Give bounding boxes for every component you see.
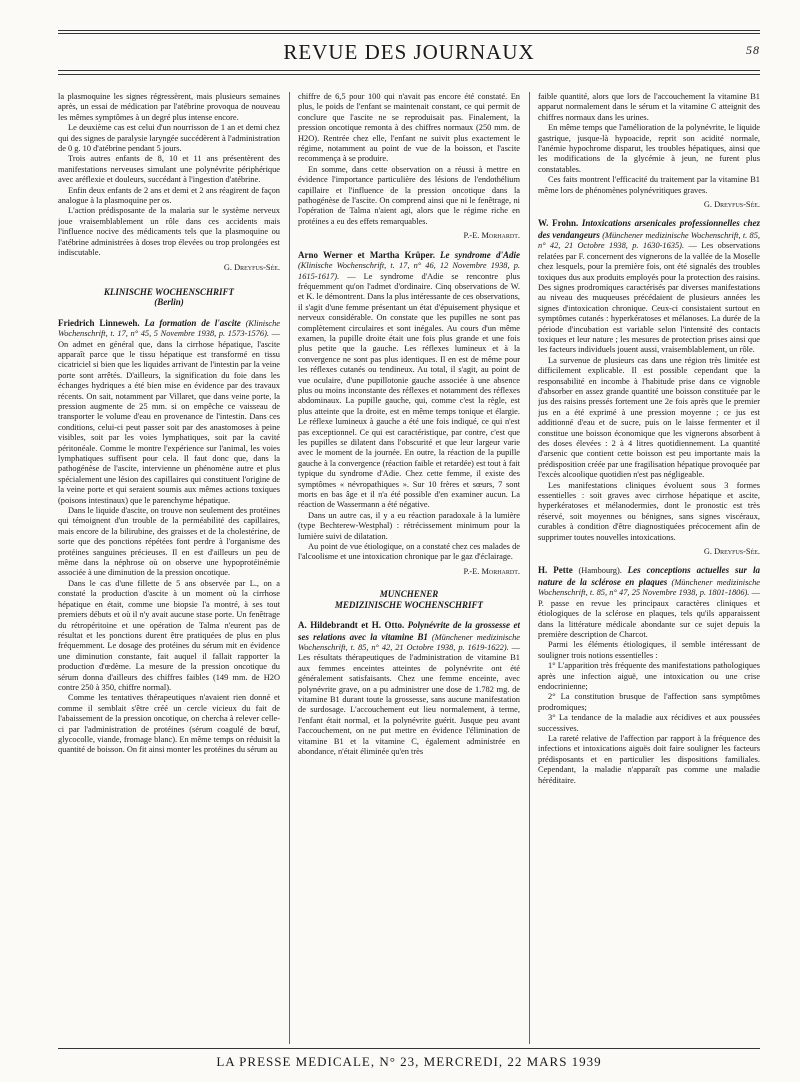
footer-rule	[58, 1048, 760, 1049]
article-title: Polynévrite de la grossesse et ses relations avec la vitamine B1	[298, 620, 520, 642]
signature: P.-E. Morhardt.	[463, 231, 520, 241]
article-body: — Les observations relatées par F. concernent des vignerons de la vallée de la Moselle chez lesquels, pour la première fois, ont été signalés des troubles toxiques dus aux produits employés pour la protection des raisins. Des signes prodromiques caractérisés par diverses manifestations au niveau des muqueuses précédaient de plusieurs années les signes d'intoxication chronique. Ceux-ci consistaient surtout en symptômes cutanés : hyperkératoses et mélanoses. La durée de la période d'incubation est variable selon l'intensité des contacts toxiques et leur nature ; les mesures de protection prises ainsi que les facteurs individuels jouent aussi, vraisemblablement, un rôle.	[538, 241, 760, 355]
paragraph: la plasmoquine les signes régressèrent, mais plusieurs semaines après, un essai de médication par l'atébrine provoqua de nouveau les mêmes symptômes à un degré plus intense encore.	[58, 92, 280, 122]
article-body: — Les résultats thérapeutiques de l'administration de vitamine B1 aux femmes enceintes atteintes de polynévrite ont été généralement satisfaisants. Chez une femme enceinte, avec polynévrite grave, on a pu administrer une dose de 1.782 mg. de vitamine B1 durant toute la grossesse, sans aucune manifestation de surdosage. L'accouchement eut lieu normalement, à terme, l'enfant était normal, et la polynévrite guérit. Jusque peu avant l'accouchement, on ne put mettre en évidence l'élimination de vitamine B1 et la vitamine C, également administrée en abondance, n'était éliminée qu'en très	[298, 642, 520, 756]
masthead	[58, 40, 760, 64]
paragraph: Dans le liquide d'ascite, on trouve non seulement des protéines qui témoignent d'un trouble de la perméabilité des capillaires, mais encore de la bilirubine, des graisses et de la cholestérine, de sorte que des ponctions répétées font perdre à l'organisme des protéines sanguines précieuses. Il en est d'ailleurs un peu de même dans la néphrose où on observe une hypoprotéinémie associée à une diminution de la pression oncotique.	[58, 506, 280, 578]
article-reference: (Klinische Wochenschrift, t. 17, n° 45, 5 Novembre 1938, p. 1573-1576).	[58, 318, 280, 339]
article	[538, 218, 760, 355]
paragraph: Comme les tentatives thérapeutiques n'avaient rien donné et comme il semblait s'être créé un cercle vicieux du fait de l'abaissement de la pression oncotique, on chercha à relever celle-ci par l'administration de protéines (sérum coagulé de bœuf, glycocolle, viande, fromage blanc). En même temps on réduisit la quantité de boisson. On fit ainsi monter les protéines du sérum au	[58, 693, 280, 755]
article-title: Le syndrome d'Adie	[440, 249, 520, 260]
article	[298, 620, 520, 757]
header-top-rule-2	[58, 33, 760, 34]
paragraph: Au point de vue étiologique, on a constaté chez ces malades de l'alcoolisme et une intoxication chronique par le gaz d'éclairage.	[298, 542, 520, 562]
paragraph: 3° La tendance de la maladie aux récidives et aux poussées successives.	[538, 713, 760, 733]
signature: G. Dreyfus-Sée.	[223, 262, 280, 272]
article-title: Intoxications arsenicales professionnelles chez des vendangeurs	[538, 218, 760, 240]
paragraph: chiffre de 6,5 pour 100 qui n'avait pas encore été constaté. En plus, le poids de l'enfant se maintenait constant, ce qui permit de conclure que l'ascite ne se reproduisait pas. Finalement, la pression oncotique remonta à des chiffres normaux (250 mm. de H2O). Rentrée chez elle, l'enfant ne suivit plus exactement le régime, notamment au point de vue de la boisson, et l'ascite recommença à se produire.	[298, 92, 520, 164]
article	[58, 318, 280, 506]
signature: G. Dreyfus-Sée.	[703, 200, 760, 210]
page-number: 58	[746, 43, 760, 57]
signature: P.-E. Morhardt.	[463, 566, 520, 576]
article-reference: (Münchener medizinische Wochenschrift, t. 85, n° 47, 25 Novembre 1938, p. 1801-1806).	[538, 577, 760, 598]
section-heading: KLINISCHE WOCHENSCHRIFT	[103, 286, 235, 297]
journal-section-title: REVUE DES JOURNAUX	[283, 40, 535, 64]
paragraph: Dans un autre cas, il y a eu réaction paradoxale à la lumière (type Bechterew-Westphal) : rétrécissement minimum pour la lumière suivi de dilatation.	[298, 510, 520, 541]
article-body: — Le syndrome d'Adie se rencontre plus fréquemment qu'on l'admet d'ordinaire. Cinq observations de W. et K. le démontrent. Dans la plus intéressante de ces observations, il s'agit d'une femme présentant un état d'épuisement physique et nerveux considérable. On constate que les pupilles ne sont pas complètement circulaires et sont inégales. Au cours d'un même examen, la pupille droite était une fois plus grande et une fois plus petite que la gauche. Les réflexes lumineux et à la convergence ne sont pas plus identiques. Il en est de même pour les réflexes cutanés ou tendineux. Au total, il s'agit, au point de vue oculaire, d'une pupillotonie gauche associée à une absence plus ou moins inconstante des réflexes et notamment des réflexes abdominaux. La pupille gauche, qui, comme c'est la règle, est plus atteinte que la droite, est en même temps tonique et élargie. Le réflexe lumineux à gauche a été une fois indiqué, ce qui n'est pas exceptionnel. Ce qui est caractéristique, par contre, c'est que les pupilles se dilatent dans l'obscurité et que leur largeur varie avec le moment de la journée. En outre, la réaction de la pupille gauche à la convergence (réaction faible et retardée) est tout à fait typique du syndrome d'Adie. Chez cette femme, il existe des symptômes « névropathiques ». Sur 10 frères et sœurs, 7 sont morts en bas âge et il n'a été possible d'en examiner aucun. La réaction de Wassermann a été négative.	[298, 271, 520, 510]
paragraph: En même temps que l'amélioration de la polynévrite, le liquide gastrique, jusque-là hypoacide, reprit son acidité normale, l'anémie hypochrome disparut, les troubles hépatiques, ainsi que les modifications de la glycémie à jeun, ne furent plus constatables.	[538, 123, 760, 174]
paragraph: Enfin deux enfants de 2 ans et demi et 2 ans réagirent de façon analogue à la plasmoquine per os.	[58, 185, 280, 206]
article-author-city: (Hambourg).	[578, 566, 622, 576]
article-reference: (Münchener medizinische Wochenschrift, t. 85, n° 42, 21 Octobre 1938, p. 1619-1622).	[298, 632, 520, 652]
paragraph: Les manifestations cliniques évoluent sous 3 formes essentielles : soit graves avec cirrhose hépatique et ascite, hyperkératoses et mélanodermies, dont le pronostic est très réservé, soit moyennes ou bénignes, sans signes viscéraux, curables à condition d'être diagnostiquées précocement afin de supprimer toutes nouvelles intoxications.	[538, 480, 760, 542]
column-3	[538, 92, 760, 1044]
article-reference: (Münchener medizinische Wochenschrift, t. 85, n° 42, 21 Octobre 1938, p. 1630-1635).	[538, 230, 760, 251]
footer: LA PRESSE MEDICALE, N° 23, MERCREDI, 22 MARS 1939	[216, 1054, 602, 1069]
paragraph: La rareté relative de l'affection par rapport à la fréquence des infections et intoxications aiguës doit faire souligner les facteurs prédisposants et en particulier les dispositions familiales. Cependant, la maladie n'apparaît pas comme une maladie héréditaire.	[538, 733, 760, 785]
paragraph: Dans le cas d'une fillette de 5 ans observée par L., on a constaté la production d'ascite à un moment où la cirrhose hépatique en était, comme une biopsie l'a montré, à ses tout premiers débuts et où il n'y avait aucune stase porte. Un fenêtrage du rétropéritoine et une opération de Talma n'eurent pas de résultat et les ponctions durent être pratiquées de plus en plus fréquemment. Le dosage des protéines du sérum mit en évidence une diminution constante, fait auquel il fallait rapporter la production d'œdème. La mesure de la pression oncotique du sérum donna d'ailleurs des chiffres faibles (149 mm. de H2O contre 250 à 350, chiffre normal).	[58, 578, 280, 692]
article-author: W. Frohn.	[538, 218, 579, 229]
signature: G. Dreyfus-Sée.	[703, 547, 760, 557]
header-bottom-rule-2	[58, 74, 760, 75]
paragraph: 1° L'apparition très fréquente des manifestations pathologiques après une infection aiguë, une intoxication ou une crise endocrinienne;	[538, 661, 760, 691]
section-heading: MUNCHENER	[379, 589, 439, 600]
text-columns	[58, 92, 760, 1044]
article-reference: (Klinische Wochenschrift, t. 17, n° 46, 12 Novembre 1938, p. 1615-1617).	[298, 261, 520, 281]
paragraph: En somme, dans cette observation on a réussi à mettre en évidence l'importance particulière des lésions de l'endothélium capillaire et l'influence de la pression oncotique dans la pathogénèse de l'ascite. On comprend ainsi que ni le fenêtrage, ni l'opération de Talma n'aient agi, alors que le régime riche en protéines a eu des effets remarquables.	[298, 164, 520, 226]
column-divider	[289, 92, 290, 1044]
paragraph: Trois autres enfants de 8, 10 et 11 ans présentèrent des manifestations nerveuses simulant une polynévrite périphérique avec aréflexie et douleurs, succédant à l'ingestion d'atébrine.	[58, 154, 280, 185]
article-author: Arno Werner et Martha Krüper.	[298, 249, 435, 260]
header-top-rule	[58, 30, 760, 31]
article-author: A. Hildebrandt et H. Otto.	[298, 620, 405, 631]
paragraph: La survenue de plusieurs cas dans une région très limitée est difficilement explicable. Il est possible cependant que la responsabilité en incombe à l'habitude prise dans ce vignoble d'absorber en assez grande quantité une boisson constituée par le jus des raisins pressés fortement une 2e fois après que le premier jus en a été exprimé à une pression moyenne ; ce jus est additionné d'eau et de sucre, puis on le laisse fermenter et il constitue une boisson économique que les vignerons absorbent à des doses élevées : 2 à 4 litres quotidiennement. La quantité d'arsenic que contient cette boisson est peu importante mais la prédisposition créée par une fragilisation hépatique provoquée par l'excès alcoolique quotidien n'est pas négligeable.	[538, 355, 760, 480]
paragraph: faible quantité, alors que lors de l'accouchement la vitamine B1 apparut normalement dans le sérum et la vitamine C atteignit des chiffres normaux dans les urines.	[538, 92, 760, 122]
paragraph: L'action prédisposante de la malaria sur le système nerveux joue vraisemblablement un rôle dans ces accidents mais l'influence nocive des médicaments tels que la plasmoquine ou l'atébrine administrées à doses trop élevées ou trop prolongées est indiscutable.	[58, 206, 280, 258]
column-divider	[529, 92, 530, 1044]
paragraph: Le deuxième cas est celui d'un nourrisson de 1 an et demi chez qui des signes de paralysie laryngée succédèrent à l'administration de 0 g. 10 d'atébrine pendant 5 jours.	[58, 123, 280, 154]
section-subheading: MEDIZINISCHE WOCHENSCHRIFT	[334, 599, 484, 610]
paragraph: 2° La constitution brusque de l'affection sans symptômes prodromiques;	[538, 692, 760, 712]
article-title: Les conceptions actuelles sur la nature de la sclérose en plaques	[538, 565, 760, 587]
article-body: — On admet en général que, dans la cirrhose hépatique, l'ascite apparaît parce que le tissu hépatique est transformé en tissu cicatriciel si bien que les liquides arrivant de l'intestin par la veine porte sont arrêtés. D'ailleurs, la signification du foie dans les échanges hydriques a été bien mise en évidence par des travaux récents. On sait, notamment par Villaret, que dans veine porte, la pression augmente de 25 mm. si on empêche ce vaisseau de transporter le volume d'eau en provenance de l'intestin. Dans ces conditions, celui-ci peut passer soit par des anastomoses à peine visibles, soit par les voies lymphatiques, soit par la cavité péritonéale. Comme le montre l'expérience sur l'animal, les voies lymphatiques suffisent pour cela. Il faut donc que, dans la pathogénèse de l'ascite, intervienne un phénomène autre et plus spécialement une lésion des capillaires qui constituent l'origine de la veine porte et qui seraient soumis aux mêmes actions toxiques (poisons intestinaux) que le parenchyme hépatique.	[58, 329, 280, 505]
paragraph: Ces faits montrent l'efficacité du traitement par la vitamine B1 même lors de phénomènes polynévritiques graves.	[538, 175, 760, 195]
article-author: H. Pette	[538, 565, 573, 576]
article	[298, 250, 520, 511]
article-title: La formation de l'ascite	[144, 317, 241, 328]
column-2	[298, 92, 520, 1044]
article-author: Friedrich Linneweh.	[58, 317, 140, 328]
section-city: (Berlin)	[154, 297, 184, 308]
paragraph: Parmi les éléments étiologiques, il semble intéressant de souligner trois notions essentielles :	[538, 640, 760, 660]
article	[538, 565, 760, 640]
header-bottom-rule	[58, 70, 760, 71]
article-body: — P. passe en revue les principaux caractères cliniques et étiologiques de la sclérose en plaques, tels qu'ils apparaissent dans la littérature médicale abondante sur ce sujet depuis la première description de Charcot.	[538, 588, 760, 639]
column-1	[58, 92, 280, 1044]
